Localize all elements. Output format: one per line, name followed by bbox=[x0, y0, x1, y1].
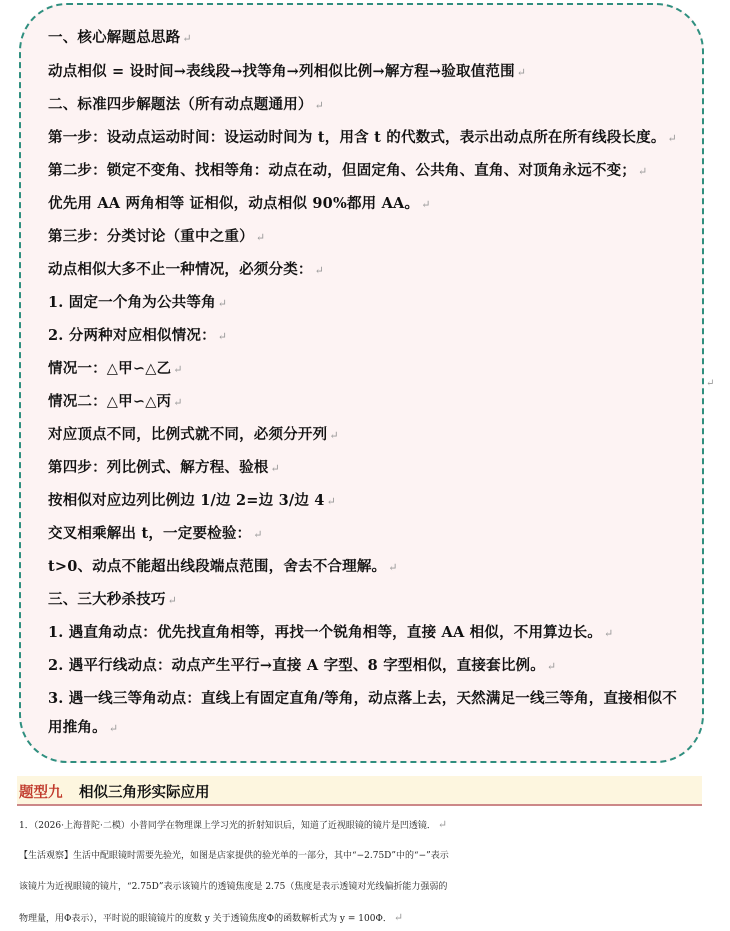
box-line: 2. 分两种对应相似情况： ↵ bbox=[48, 327, 228, 344]
box-line: 三、三大秒杀技巧 ↵ bbox=[48, 591, 178, 608]
question-line: 物理量，用Φ表示），平时说的眼镜镜片的度数 y 关于透镜焦度Φ的函数解析式为 y = 100Φ． ↵ bbox=[19, 911, 404, 924]
box-line: 2. 遇平行线动点：动点产生平行→直接 A 字型、8 字型相似，直接套比例。 ↵ bbox=[48, 657, 557, 674]
box-line: 情况二：△甲∽△丙 ↵ bbox=[48, 393, 183, 410]
box-line: 1. 遇直角动点：优先找直角相等，再找一个锐角相等，直接 AA 相似，不用算边长。 ↵ bbox=[48, 624, 614, 641]
box-line: 第二步：锁定不变角、找相等角：动点在动，但固定角、公共角、直角、对顶角永远不变； ↵ bbox=[48, 162, 648, 179]
box-line: 1. 固定一个角为公共等角 ↵ bbox=[48, 294, 228, 311]
box-line: 3. 遇一线三等角动点：直线上有固定直角/等角，动点落上去，天然满足一线三等角，直接相似不 bbox=[48, 690, 677, 707]
box-line: 情况一：△甲∽△乙 ↵ bbox=[48, 360, 183, 377]
box-line: 一、核心解题总思路 ↵ bbox=[48, 29, 192, 46]
section-title-bar bbox=[17, 776, 702, 806]
question-line: 【生活观察】生活中配眼镜时需要先验光，如图是店家提供的验光单的一部分，其中“−2.75D”中的“−”表示 bbox=[19, 851, 449, 861]
summary-box bbox=[19, 3, 704, 763]
box-line: 第三步：分类讨论（重中之重） ↵ bbox=[48, 228, 266, 245]
question-line: 1．（2026·上海普陀·二模）小普同学在物理课上学习光的折射知识后，知道了近视眼镜的镜片是凹透镜． ↵ bbox=[19, 818, 448, 831]
box-line: 第一步：设动点运动时间：设运动时间为 t，用含 t 的代数式，表示出动点所在所有线段长度。 ↵ bbox=[48, 129, 677, 146]
para-mark: ↵ bbox=[706, 378, 715, 389]
box-line: 动点相似大多不止一种情况，必须分类： ↵ bbox=[48, 261, 325, 278]
box-line: 交叉相乘解出 t，一定要检验： ↵ bbox=[48, 525, 263, 542]
box-line: 优先用 AA 两角相等 证相似，动点相似 90%都用 AA。 ↵ bbox=[48, 195, 431, 212]
section-tag: 题型九 bbox=[19, 785, 63, 801]
section-title: 相似三角形实际应用 bbox=[79, 785, 210, 801]
question-line: 该镜片为近视眼镜的镜片，“2.75D”表示该镜片的透镜焦度是 2.75（焦度是表示透镜对光线偏折能力强弱的 bbox=[19, 882, 448, 892]
box-line: 按相似对应边列比例边 1/边 2=边 3/边 4 ↵ bbox=[48, 492, 337, 509]
box-line: 第四步：列比例式、解方程、验根 ↵ bbox=[48, 459, 280, 476]
box-line: 用推角。 ↵ bbox=[48, 719, 119, 736]
box-line: 二、标准四步解题法（所有动点题通用） ↵ bbox=[48, 96, 325, 113]
box-line: t>0、动点不能超出线段端点范围，舍去不合理解。 ↵ bbox=[48, 558, 398, 575]
box-line: 动点相似 = 设时间→表线段→找等角→列相似比例→解方程→验取值范围 ↵ bbox=[48, 63, 527, 80]
box-line: 对应顶点不同，比例式就不同，必须分开列 ↵ bbox=[48, 426, 339, 443]
